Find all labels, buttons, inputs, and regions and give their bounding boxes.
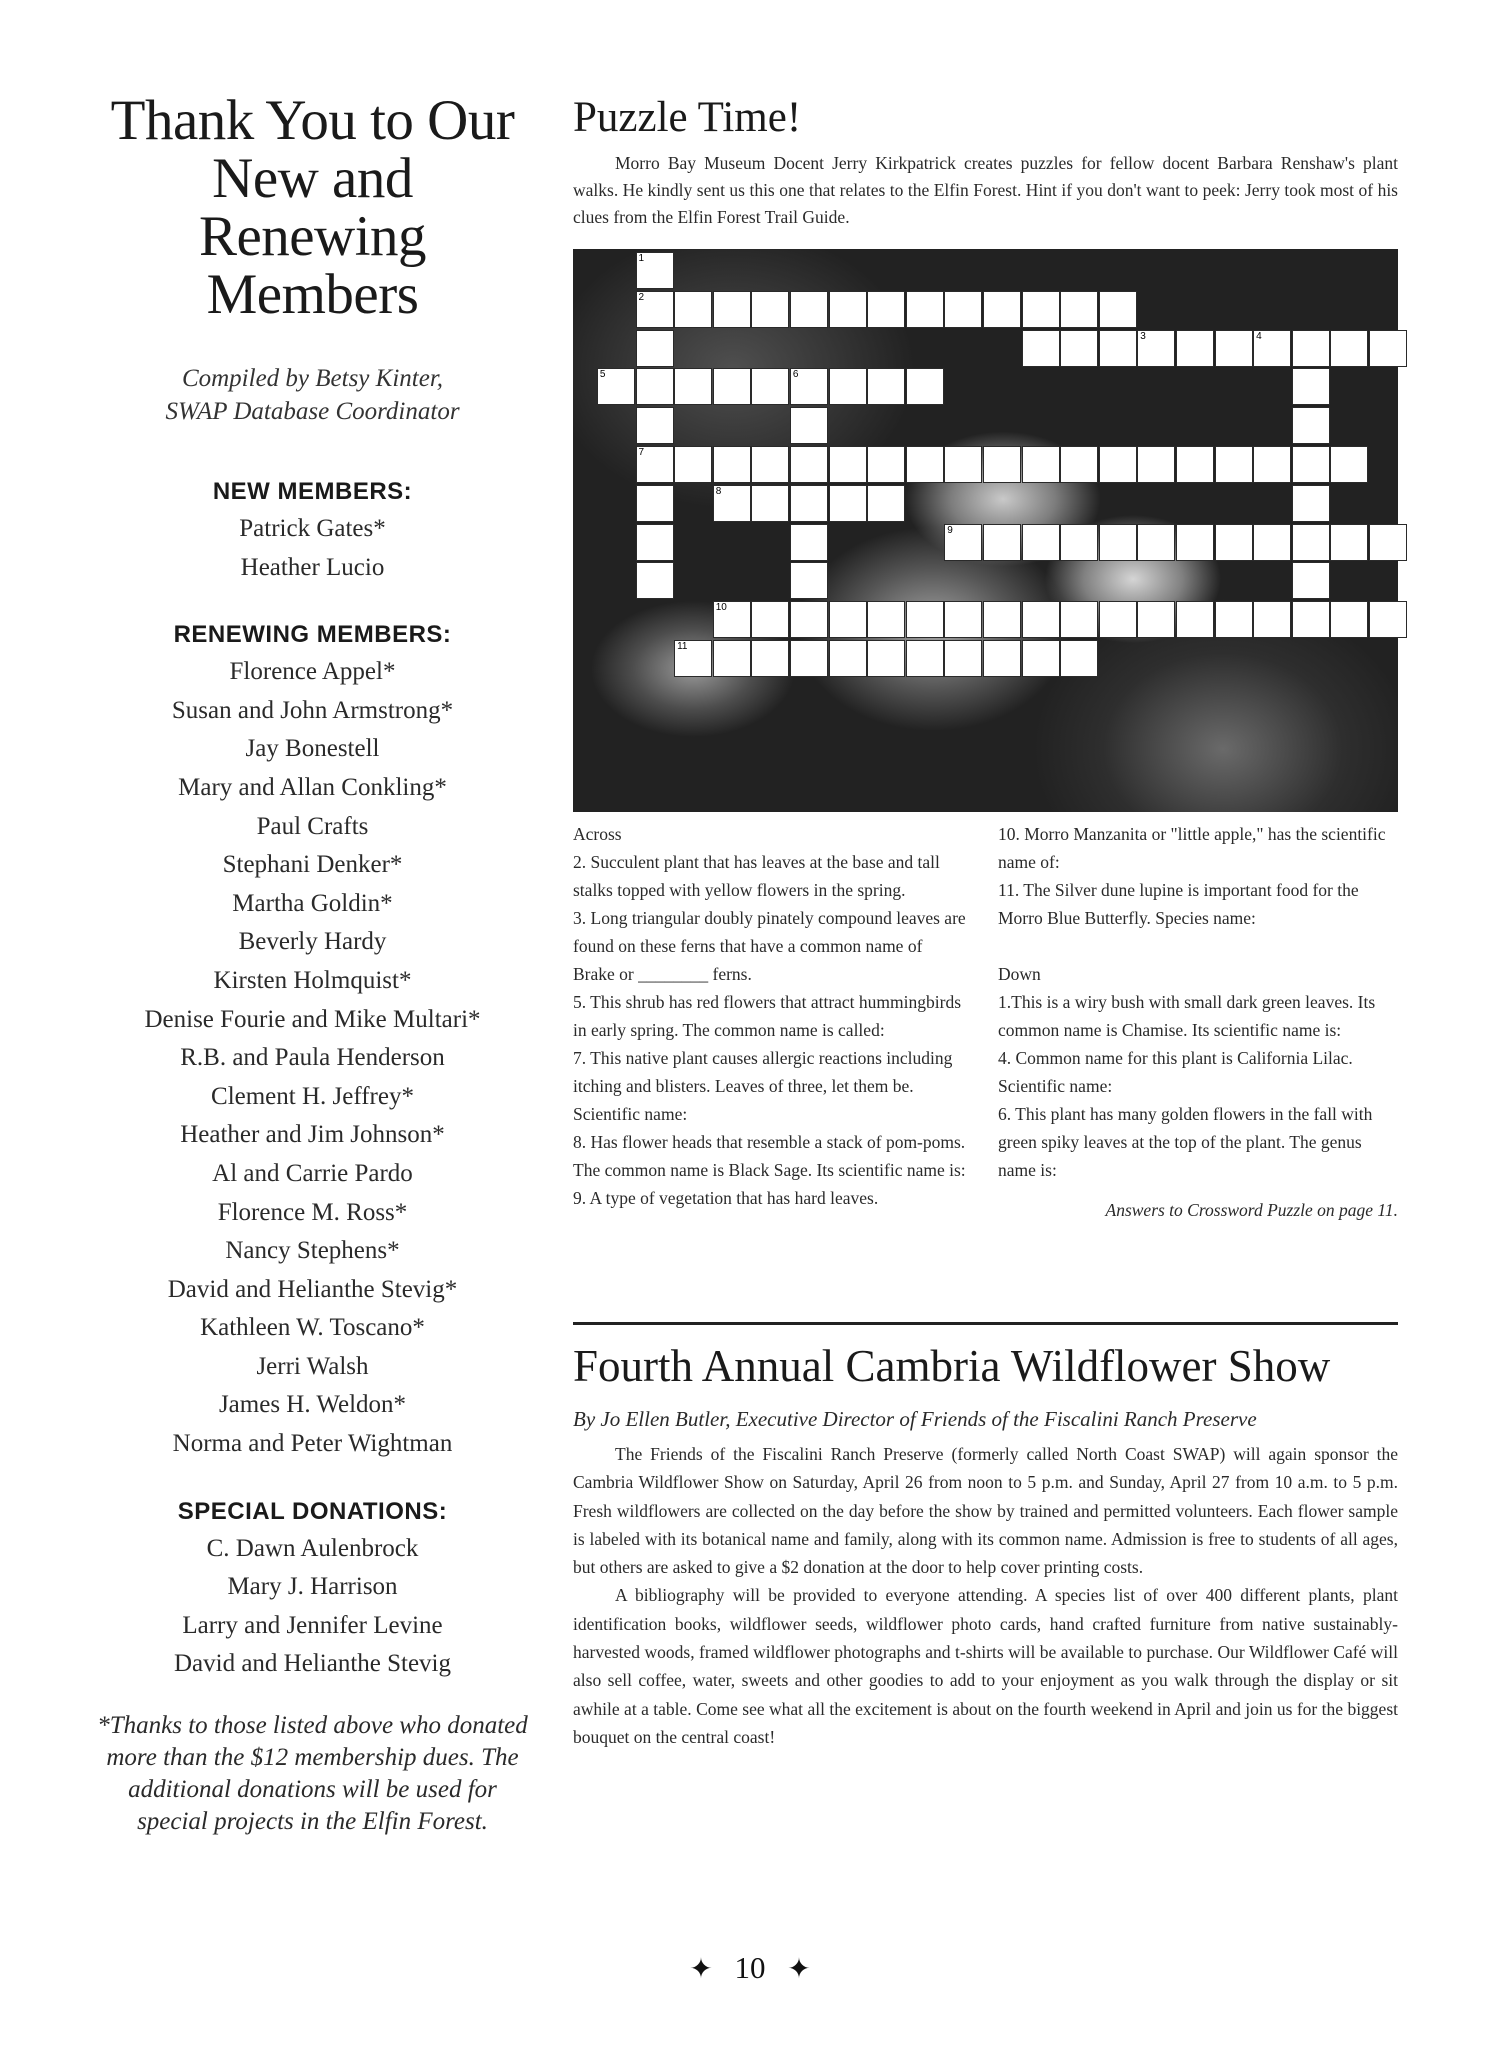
crossword-cell bbox=[1292, 601, 1330, 638]
crossword-cell bbox=[867, 446, 905, 483]
crossword-cell bbox=[674, 446, 712, 483]
crossword-cell bbox=[1060, 601, 1098, 638]
crossword-cell bbox=[751, 601, 789, 638]
clues-right-column bbox=[998, 820, 1398, 1224]
crossword-cell bbox=[713, 601, 751, 638]
clue-text: 1.This is a wiry bush with small dark green leaves. Its common name is Chamise. Its scientific name is: bbox=[998, 992, 1376, 1040]
clue-text: 2. Succulent plant that has leaves at the base and tall stalks topped with yellow flowers in the spring. bbox=[573, 852, 940, 900]
star-ornament-icon: ✦ bbox=[787, 1954, 811, 1985]
crossword-clue-number: 9 bbox=[947, 524, 953, 536]
crossword-cell bbox=[674, 640, 712, 677]
crossword-cell bbox=[1176, 446, 1214, 483]
crossword-clue-number: 3 bbox=[1140, 330, 1146, 342]
compiled-line-1: Compiled by Betsy Kinter, bbox=[181, 365, 444, 392]
crossword-cell bbox=[713, 368, 751, 405]
member-name: R.B. and Paula Henderson bbox=[180, 1044, 445, 1072]
crossword-cell bbox=[1060, 640, 1098, 677]
new-members-heading: NEW MEMBERS: bbox=[212, 478, 413, 505]
thanks-note: *Thanks to those listed above who donated more than the $12 membership dues. The additional donations will be used for special projects in the Elfin Forest. bbox=[97, 1712, 528, 1836]
puzzle-title: Puzzle Time! bbox=[573, 94, 802, 141]
member-name: David and Helianthe Stevig* bbox=[167, 1275, 458, 1303]
crossword-cell bbox=[1060, 524, 1098, 561]
member-name: Patrick Gates* bbox=[239, 515, 386, 542]
crossword-cell bbox=[1292, 562, 1330, 599]
crossword-cell bbox=[1292, 368, 1330, 405]
crossword-cell bbox=[636, 524, 674, 561]
crossword-cell bbox=[1099, 291, 1137, 328]
crossword-cell bbox=[790, 524, 828, 561]
member-name: Denise Fourie and Mike Multari* bbox=[144, 1005, 481, 1033]
crossword-cell bbox=[867, 368, 905, 405]
crossword-cell bbox=[1022, 291, 1060, 328]
crossword-cell bbox=[1292, 446, 1330, 483]
wildflower-title: Fourth Annual Cambria Wildflower Show bbox=[573, 1341, 1331, 1391]
compiled-by bbox=[95, 362, 530, 428]
crossword-cell bbox=[1099, 601, 1137, 638]
crossword-cell bbox=[674, 368, 712, 405]
crossword-cell bbox=[790, 640, 828, 677]
crossword-clue-number: 4 bbox=[1256, 330, 1262, 342]
crossword-cell bbox=[790, 291, 828, 328]
crossword-cell bbox=[1099, 446, 1137, 483]
crossword-cell bbox=[790, 446, 828, 483]
renewing-members-list bbox=[95, 653, 530, 1463]
crossword-cell bbox=[906, 291, 944, 328]
member-name: Martha Goldin* bbox=[232, 889, 393, 917]
crossword-cell bbox=[867, 291, 905, 328]
crossword-cell bbox=[829, 291, 867, 328]
member-name: Kirsten Holmquist* bbox=[213, 966, 412, 994]
article-paragraph-1: The Friends of the Fiscalini Ranch Preserve (formerly called North Coast SWAP) will again sponsor the Cambria Wildflower Show on Saturday, April 26 from noon to 5 p.m. and Sunday, April 27 from 10 a.m. to 5 p.m. Fresh wildflowers are collected on the day before the show by trained and permitted volunteers. Each flower sample is labeled with its botanical name and family, along with its common name. Admission is free to students of all ages, but others are asked to give a $2 donation at the door to help cover printing costs. bbox=[573, 1444, 1398, 1578]
crossword-cell bbox=[1176, 330, 1214, 367]
crossword-cell bbox=[906, 601, 944, 638]
crossword-clue-number: 10 bbox=[715, 602, 727, 614]
crossword-cell bbox=[983, 640, 1021, 677]
crossword-cell bbox=[1292, 330, 1330, 367]
crossword-cell bbox=[790, 601, 828, 638]
donor-name: C. Dawn Aulenbrock bbox=[206, 1534, 419, 1562]
crossword-clue-number: 8 bbox=[715, 485, 722, 497]
crossword-cell bbox=[1253, 446, 1291, 483]
page-number: 10 bbox=[734, 1950, 766, 1985]
crossword-cell bbox=[713, 446, 751, 483]
puzzle-intro: Morro Bay Museum Docent Jerry Kirkpatrick creates puzzles for fellow docent Barbara Renshaw's plant walks. He kindly sent us this one that relates to the Elfin Forest. Hint if you don't want to peek: Jerry took most of his clues from the Elfin Forest Trail Guide. bbox=[573, 153, 1398, 227]
crossword-cell bbox=[1137, 446, 1175, 483]
crossword-cell bbox=[944, 640, 982, 677]
crossword-cell bbox=[1330, 601, 1368, 638]
section-divider bbox=[573, 1322, 1398, 1325]
crossword-cell bbox=[713, 291, 751, 328]
crossword-cell bbox=[790, 485, 828, 522]
crossword-cell bbox=[636, 291, 674, 328]
donor-name: David and Helianthe Stevig bbox=[173, 1650, 451, 1678]
crossword-cell bbox=[1330, 524, 1368, 561]
crossword-cell bbox=[713, 485, 751, 522]
answers-note: Answers to Crossword Puzzle on page 11. bbox=[1105, 1200, 1398, 1220]
crossword-clue-number: 11 bbox=[677, 641, 688, 652]
member-name: Heather and Jim Johnson* bbox=[180, 1121, 445, 1149]
crossword-cell bbox=[944, 446, 982, 483]
member-name: Kathleen W. Toscano* bbox=[200, 1314, 425, 1342]
clue-text: 6. This plant has many golden flowers in the fall with green spiky leaves at the top of the plant. The genus name is: bbox=[998, 1104, 1373, 1180]
crossword-cell bbox=[790, 562, 828, 599]
crossword-cell bbox=[944, 601, 982, 638]
crossword-cell bbox=[829, 485, 867, 522]
donor-name: Mary J. Harrison bbox=[227, 1573, 398, 1601]
member-name: James H. Weldon* bbox=[218, 1391, 407, 1419]
member-name: Jerri Walsh bbox=[256, 1352, 369, 1380]
donor-name: Larry and Jennifer Levine bbox=[182, 1611, 443, 1639]
crossword-cell bbox=[713, 640, 751, 677]
crossword-cell bbox=[829, 446, 867, 483]
crossword-cell bbox=[867, 640, 905, 677]
crossword-cell bbox=[751, 368, 789, 405]
crossword-cell bbox=[1215, 524, 1253, 561]
crossword-cell bbox=[867, 485, 905, 522]
star-ornament-icon: ✦ bbox=[689, 1954, 713, 1985]
crossword-cell bbox=[597, 368, 635, 405]
clue-text: 7. This native plant causes allergic reactions including itching and blisters. Leaves of three, let them be. Scientific name: bbox=[573, 1048, 953, 1124]
crossword-cell bbox=[983, 524, 1021, 561]
crossword-cell bbox=[1330, 330, 1368, 367]
crossword-cell bbox=[1022, 640, 1060, 677]
across-heading: Across bbox=[573, 824, 622, 844]
crossword-cell bbox=[1369, 601, 1407, 638]
renewing-members-heading: RENEWING MEMBERS: bbox=[173, 621, 452, 649]
clue-text: 11. The Silver dune lupine is important food for the Morro Blue Butterfly. Species name: bbox=[998, 880, 1359, 928]
crossword-cell bbox=[751, 485, 789, 522]
crossword-cell bbox=[1022, 601, 1060, 638]
clue-text: 3. Long triangular doubly pinately compound leaves are found on these ferns that have a common name of Brake or ________ ferns. bbox=[573, 908, 966, 984]
crossword-cell bbox=[636, 407, 674, 444]
crossword-cell bbox=[1253, 524, 1291, 561]
clues-across bbox=[573, 820, 968, 1212]
crossword-cell bbox=[636, 252, 674, 289]
puzzle-section bbox=[573, 92, 1398, 249]
crossword-cell bbox=[1292, 485, 1330, 522]
crossword-cell bbox=[1253, 601, 1291, 638]
member-name: Heather Lucio bbox=[240, 553, 385, 581]
crossword-cell bbox=[636, 330, 674, 367]
across-clue-continued bbox=[998, 820, 1398, 932]
crossword-cell bbox=[983, 601, 1021, 638]
crossword-cell bbox=[1253, 330, 1291, 367]
crossword-cell bbox=[829, 640, 867, 677]
member-name: Nancy Stephens* bbox=[225, 1237, 400, 1265]
member-name: Florence Appel* bbox=[229, 658, 396, 686]
crossword-clue-number: 1 bbox=[638, 253, 645, 264]
crossword-cell bbox=[1137, 330, 1175, 367]
compiled-line-2: SWAP Database Coordinator bbox=[165, 398, 460, 425]
clue-text: 4. Common name for this plant is California Lilac. Scientific name: bbox=[998, 1048, 1353, 1096]
crossword-cell bbox=[1369, 330, 1407, 367]
crossword-cell bbox=[636, 562, 674, 599]
members-title: Thank You to Our New and Renewing Members bbox=[110, 89, 515, 326]
crossword-cell bbox=[1022, 446, 1060, 483]
crossword-cell bbox=[1292, 524, 1330, 561]
member-name: Jay Bonestell bbox=[245, 735, 380, 763]
crossword-cell bbox=[751, 291, 789, 328]
crossword-clue-number: 7 bbox=[638, 447, 645, 458]
crossword-clue-number: 5 bbox=[599, 369, 606, 381]
crossword-cell bbox=[1060, 291, 1098, 328]
crossword-cell bbox=[1022, 330, 1060, 367]
crossword-cell bbox=[1369, 524, 1407, 561]
crossword-cell bbox=[983, 291, 1021, 328]
crossword-cell bbox=[829, 601, 867, 638]
crossword-cell bbox=[1099, 524, 1137, 561]
wildflower-article bbox=[573, 1440, 1398, 1751]
across-clue-list bbox=[573, 848, 968, 1212]
wildflower-byline: By Jo Ellen Butler, Executive Director of Friends of the Fiscalini Ranch Preserve bbox=[573, 1407, 1257, 1431]
crossword-cell bbox=[636, 446, 674, 483]
crossword-cell bbox=[751, 446, 789, 483]
crossword-cell bbox=[1060, 446, 1098, 483]
crossword-cell bbox=[1137, 601, 1175, 638]
clue-text: 10. Morro Manzanita or "little apple," has the scientific name of: bbox=[998, 824, 1386, 872]
crossword-clue-number: 6 bbox=[792, 369, 799, 381]
crossword-cell bbox=[674, 291, 712, 328]
member-name: Paul Crafts bbox=[256, 812, 369, 840]
crossword-cell bbox=[1176, 601, 1214, 638]
new-members-list bbox=[95, 510, 530, 587]
down-heading: Down bbox=[998, 964, 1041, 984]
member-name: Al and Carrie Pardo bbox=[212, 1159, 413, 1187]
article-paragraph-2: A bibliography will be provided to everyone attending. A species list of over 400 different plants, plant identification books, wildflower seeds, wildflower photo cards, hand crafted furniture from native sustainably-harvested woods, framed wildflower photographs and t-shirts will be available to purchase. Our Wildflower Café will also sell coffee, water, sweets and other goodies to add to your enjoyment as you walk through the display or sit awhile at a table. Come see what all the excitement is about on the fourth weekend in April and join us for the biggest bouquet on the central coast! bbox=[573, 1585, 1398, 1747]
crossword-cell bbox=[790, 407, 828, 444]
crossword-cell bbox=[1215, 330, 1253, 367]
crossword-cell bbox=[983, 446, 1021, 483]
crossword-cell bbox=[1137, 524, 1175, 561]
crossword-cell bbox=[906, 446, 944, 483]
crossword-cell bbox=[636, 368, 674, 405]
crossword-cell bbox=[906, 640, 944, 677]
down-clue-list bbox=[998, 988, 1398, 1184]
crossword-cell bbox=[944, 524, 982, 561]
member-name: Mary and Allan Conkling* bbox=[178, 773, 447, 801]
crossword-cell bbox=[944, 291, 982, 328]
member-name: Florence M. Ross* bbox=[217, 1198, 408, 1226]
crossword-cell bbox=[1292, 407, 1330, 444]
crossword-cell bbox=[751, 640, 789, 677]
special-donations-list bbox=[95, 1530, 530, 1684]
crossword-cell bbox=[867, 601, 905, 638]
crossword-cell bbox=[1330, 446, 1368, 483]
crossword-grid bbox=[573, 249, 1398, 812]
crossword-cell bbox=[906, 368, 944, 405]
crossword-clue-number: 2 bbox=[638, 291, 645, 303]
crossword-cell bbox=[1176, 524, 1214, 561]
clue-text: 8. Has flower heads that resemble a stack of pom-poms. The common name is Black Sage. Its scientific name is: bbox=[573, 1132, 966, 1180]
crossword-cell bbox=[1215, 446, 1253, 483]
special-donations-heading: SPECIAL DONATIONS: bbox=[177, 1497, 448, 1525]
member-name: Susan and John Armstrong* bbox=[171, 696, 454, 724]
crossword-cell bbox=[829, 368, 867, 405]
crossword-cell bbox=[1060, 330, 1098, 367]
page-number-footer bbox=[650, 1950, 850, 1986]
members-column bbox=[95, 89, 530, 1838]
member-name: Stephani Denker* bbox=[222, 851, 403, 879]
member-name: Norma and Peter Wightman bbox=[172, 1430, 453, 1458]
crossword-cell bbox=[1022, 524, 1060, 561]
crossword-cell bbox=[1099, 330, 1137, 367]
crossword-cell bbox=[1215, 601, 1253, 638]
crossword-cell bbox=[636, 485, 674, 522]
member-name: Beverly Hardy bbox=[238, 928, 387, 956]
member-name: Clement H. Jeffrey* bbox=[211, 1082, 414, 1110]
crossword-cell bbox=[790, 368, 828, 405]
clue-text: 5. This shrub has red flowers that attract hummingbirds in early spring. The common name is called: bbox=[573, 992, 962, 1040]
clue-text: 9. A type of vegetation that has hard leaves. bbox=[573, 1188, 879, 1208]
